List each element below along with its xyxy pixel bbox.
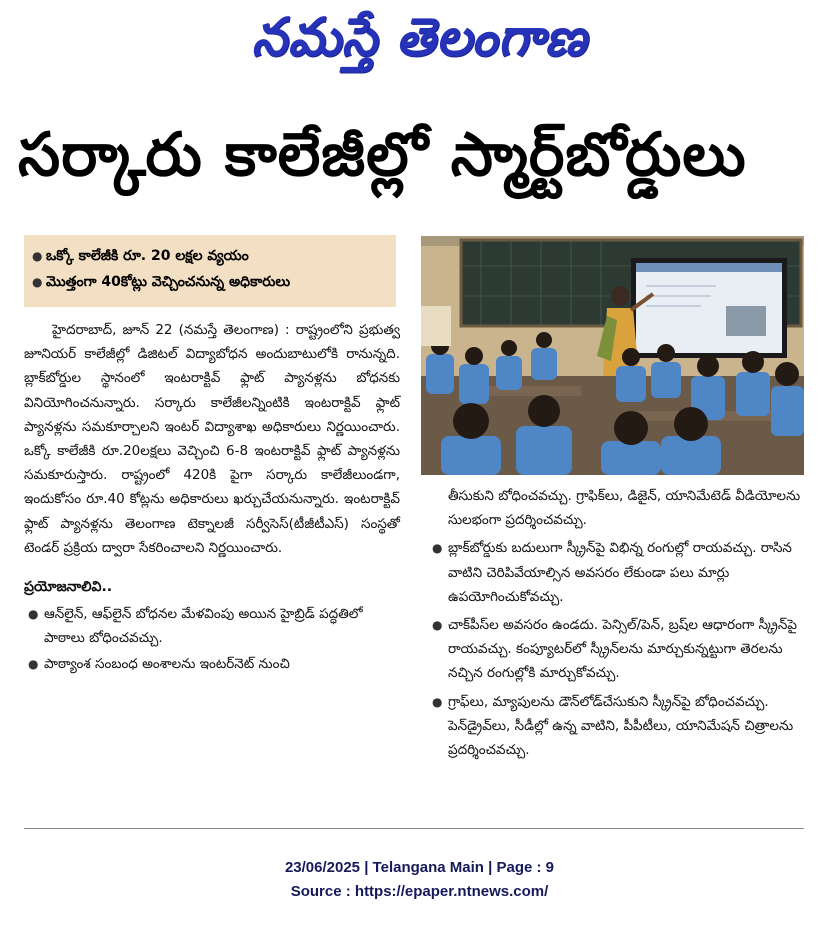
highlights-box [24, 235, 396, 307]
footer [0, 856, 839, 904]
bullet-icon: ● [32, 275, 43, 289]
bullet-icon: ● [32, 249, 43, 263]
footer-meta: 23/06/2025 | Telangana Main | Page : 9 [284, 859, 555, 876]
masthead [0, 6, 839, 68]
highlight-item: ● ఒక్కో కాలేజీకి రూ. 20 లక్షల వ్యయం [32, 243, 388, 269]
benefit-item: ● బ్లాక్‌బోర్డుకు బదులుగా స్క్రీన్‌పై విభిన్న రంగుల్లో రాయవచ్చు. రాసిన వాటిని చెరిపివేయాల్సిన అవసరం లేకుండా పలు మార్లు ఉపయోగించుకోవచ్చు. [428, 536, 804, 609]
article-intro: హైదరాబాద్‌, జూన్‌ 22 (నమస్తే తెలంగాణ) : రాష్ట్రంలోని ప్రభుత్వ జూనియర్‌ కాలేజీల్లో డిజిటల్‌ విద్యాబోధన అందుబాటులోకి రానున్నది. బ్లాక్‌బోర్డుల స్థానంలో ఇంటరాక్టివ్‌ ఫ్లాట్‌ ప్యానళ్లను బోధనకు వినియోగించనున్నారు. సర్కారు కాలేజీలన్నింటికి ఇంటరాక్టివ్‌ ఫ్లాట్‌ ప్యానళ్లను సమకూర్చాలని ఇంటర్‌ విద్యాశాఖ అధికారులు నిర్ణయించారు. ఒక్కో కాలేజీకి రూ.20లక్షలు వెచ్చించి 6-8 ఇంటరాక్టివ్‌ ఫ్లాట్‌ ప్యానళ్లను సమకూరుస్తారు. రాష్ట్రంలో 420కి పైగా సర్కారు కాలేజీలుండగా, ఇందుకోసం రూ.40 కోట్లను అధికారులు ఖర్చుచేయనున్నారు. ఇంటరాక్టివ్‌ ఫ్లాట్‌ ప్యానళ్లను తెలంగాణ టెక్నాలజీ సర్వీసెస్‌(టీజీటీఎస్‌) సంస్థతో టెండర్‌ ప్రక్రియ ద్వారా సేకరించాలని నిర్ణయించారు. [24, 322, 400, 556]
benefits-heading: ప్రయోజనాలివి.. [24, 579, 113, 596]
article-column-left [24, 318, 400, 677]
article-column-right [428, 484, 804, 762]
bullet-icon: ● [28, 657, 39, 672]
masthead-logo: నమస్తే తెలంగాణ [251, 5, 588, 68]
bullet-icon: ● [432, 694, 443, 709]
classroom-photo-illustration [421, 236, 804, 475]
footer-source-link[interactable]: Source : https://epaper.ntnews.com/ [290, 883, 549, 900]
benefit-item: ● గ్రాఫ్‌లు, మ్యాపులను డౌన్‌లోడ్‌చేసుకుని స్క్రీన్‌పై బోధించవచ్చు. పెన్‌డ్రైవ్‌లు, సీడీల్లో ఉన్న వాటిని, పీపీటీలు, యానిమేషన్‌ చిత్రాలను ప్రదర్శించవచ్చు. [428, 690, 804, 763]
benefit-item: ● చాక్‌పీస్‌ల అవసరం ఉండదు. పెన్సిల్‌/పెన్‌, బ్రష్‌ల ఆధారంగా స్క్రీన్‌పై రాయవచ్చు. కంప్యూటర్‌లో స్క్రీన్‌లను మార్చుకున్నట్టుగా తెరలను నచ్చిన రంగుల్లోకి మార్చుకోవచ్చు. [428, 613, 804, 686]
footer-divider [24, 828, 804, 829]
benefit-item: ● పాఠ్యాంశ సంబంధ అంశాలను ఇంటర్‌నెట్‌ నుంచి [24, 652, 400, 676]
bullet-icon: ● [432, 541, 443, 556]
benefit-item: ● ఆన్‌లైన్‌, ఆఫ్‌లైన్‌ బోధనల మేళవింపు అయిన హైబ్రిడ్‌ పద్ధతిలో పాఠాలు బోధించవచ్చు. [24, 602, 400, 650]
classroom-photo [421, 236, 804, 475]
bullet-icon: ● [432, 618, 443, 633]
benefit-continuation: తీసుకుని బోధించవచ్చు. గ్రాఫిక్‌లు, డిజైన్‌, యానిమేటెడ్‌ వీడియోలను సులభంగా ప్రదర్శించవచ్చు. [448, 488, 801, 529]
headline: సర్కారు కాలేజీల్లో స్మార్ట్‌బోర్డులు [18, 120, 747, 190]
highlight-item: ● మొత్తంగా 40కోట్లు వెచ్చించనున్న అధికారులు [32, 269, 388, 295]
bullet-icon: ● [28, 607, 39, 622]
